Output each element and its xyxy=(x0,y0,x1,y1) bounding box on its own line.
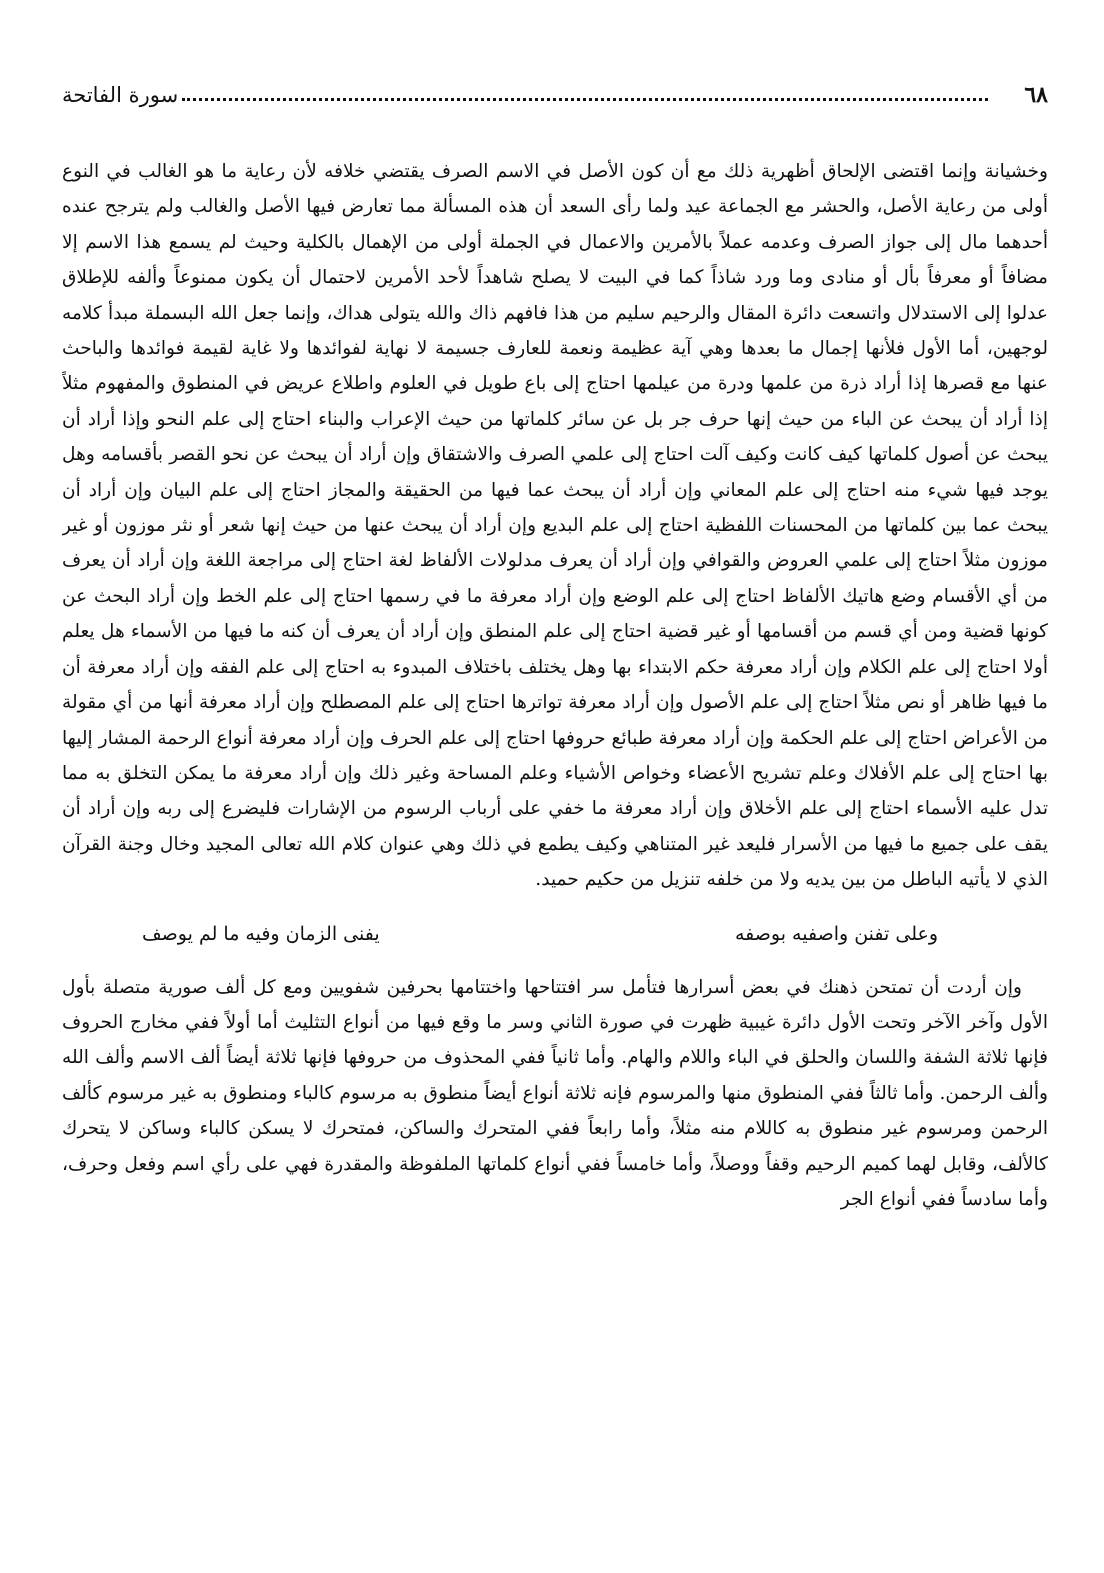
verse-hemistich-left: يفنى الزمان وفيه ما لم يوصف xyxy=(142,922,380,945)
paragraph: وخشيانة وإنما اقتضى الإلحاق أظهرية ذلك مع أن كون الأصل في الاسم الصرف يقتضي خلافه لأن رعاية ما هو الغالب في النوع أولى من رعاية الأصل، والحشر مع الجماعة عيد ولما رأى السعد أن هذه المسألة مما تعارض فيها الأصل والغالب ولم يترجح عنده أحدهما مال إلى جواز الصرف وعدمه عملاً بالأمرين والاعمال في الجملة أولى من الإهمال بالكلية وحيث لم يسمع هذا الاسم إلا مضافاً أو معرفاً بأل أو منادى وما ورد شاذاً كما في البيت لا يصلح شاهداً لأحد الأمرين لاحتمال أن يكون ممنوعاً وألفه للإطلاق عدلوا إلى الاستدلال واتسعت دائرة المقال والرحيم سليم من هذا فافهم ذاك والله يتولى هداك، وإنما جعل الله البسملة مبدأ كلامه لوجهين، أما الأول فلأنها إجمال ما بعدها وهي آية عظيمة ونعمة للعارف جسيمة لا نهاية لفوائدها ولا غاية لقيمة فوائدها والباحث عنها مع قصرها إذا أراد ذرة من علمها ودرة من عيلمها احتاج إلى باع طويل في العلوم واطلاع عريض في المنطوق والمفهوم مثلاً إذا أراد أن يبحث عن الباء من حيث إنها حرف جر بل عن سائر كلماتها من حيث الإعراب والبناء احتاج إلى علم النحو وإذا أراد أن يبحث عن أصول كلماتها كيف كانت وكيف آلت احتاج إلى علمي الصرف والاشتقاق وإن أراد أن يبحث عن نحو القصر بأقسامه وهل يوجد فيها شيء منه احتاج إلى علم المعاني وإن أراد أن يبحث عما فيها من الحقيقة والمجاز احتاج إلى علم البيان وإن أراد أن يبحث عما بين كلماتها من المحسنات اللفظية احتاج إلى علم البديع وإن أراد أن يبحث عنها من حيث إنها شعر أو نثر موزون أو غير موزون مثلاً احتاج إلى علمي العروض والقوافي وإن أراد أن يعرف مدلولات الألفاظ لغة احتاج إلى مراجعة اللغة وإن أراد أن يعرف من أي الأقسام وضع هاتيك الألفاظ احتاج إلى علم الوضع وإن أراد معرفة ما في رسمها احتاج إلى علم الخط وإن أراد البحث عن كونها قضية ومن أي قسم من أقسامها أو غير قضية احتاج إلى علم المنطق وإن أراد أن يعرف أن كنه ما فيها من الأسماء هل يعلم أولا احتاج إلى علم الكلام وإن أراد معرفة حكم الابتداء بها وهل يختلف باختلاف المبدوء به احتاج إلى علم الفقه وإن أراد معرفة أن ما فيها ظاهر أو نص مثلاً احتاج إلى علم الأصول وإن أراد معرفة تواترها احتاج إلى علم المصطلح وإن أراد معرفة أنها من أي مقولة من الأعراض احتاج إلى علم الحكمة وإن أراد معرفة طبائع حروفها احتاج إلى علم الحرف وإن أراد معرفة أنواع الرحمة المشار إليها بها احتاج إلى علم الأفلاك وعلم تشريح الأعضاء وخواص الأشياء وعلم المساحة وغير ذلك وإن أراد معرفة ما يمكن التخلق به مما تدل عليه الأسماء احتاج إلى علم الأخلاق وإن أراد معرفة ما خفي على أرباب الرسوم من الإشارات فليضرع إلى ربه وإن أراد أن يقف على جميع ما فيها من الأسرار فليعد غير المتناهي وكيف يطمع في ذلك وهي عنوان كلام الله تعالى المجيد وخال وجنة القرآن الذي لا يأتيه الباطل من بين يديه ولا من خلفه تنزيل من حكيم حميد. xyxy=(62,161,1048,891)
header-title: سورة الفاتحة xyxy=(62,83,179,107)
document-page xyxy=(62,78,1048,1558)
poetry-verse xyxy=(142,918,938,950)
secondary-text xyxy=(62,970,1048,1218)
verse-hemistich-right: وعلى تفنن واصفيه بوصفه xyxy=(734,922,938,945)
main-text xyxy=(62,154,1048,898)
paragraph: وإن أردت أن تمتحن ذهنك في بعض أسرارها فتأمل سر افتتاحها واختتامها بحرفين شفويين ومع كل ألف صورية متصلة بأول الأول وآخر الآخر وتحت الأول دائرة غيبية ظهرت في صورة الثاني وسر ما وقع فيها من أنواع التثليث أما أولاً ففي مخارج الحروف فإنها ثلاثة الشفة واللسان والحلق في الباء واللام والهام. وأما ثانياً ففي المحذوف من حروفها فإنها ثلاثة أيضاً ألف الاسم وألف الله وألف الرحمن. وأما ثالثاً ففي المنطوق منها والمرسوم فإنه ثلاثة أنواع أيضاً منطوق به مرسوم كالباء ومنطوق به غير مرسوم كألف الرحمن ومرسوم غير منطوق به كاللام منه مثلاً، وأما رابعاً ففي المتحرك والساكن، فمتحرك لا يسكن كالباء وساكن لا يتحرك كالألف، وقابل لهما كميم الرحيم وقفاً ووصلاً، وأما خامساً ففي أنواع كلماتها الملفوظة والمقدرة فهي على رأي اسم وفعل وحرف، وأما سادساً ففي أنواع الجر xyxy=(62,976,1048,1210)
running-header xyxy=(62,78,1048,112)
page-number: ٦٨ xyxy=(1024,82,1048,108)
header-leader-dots xyxy=(182,98,988,101)
